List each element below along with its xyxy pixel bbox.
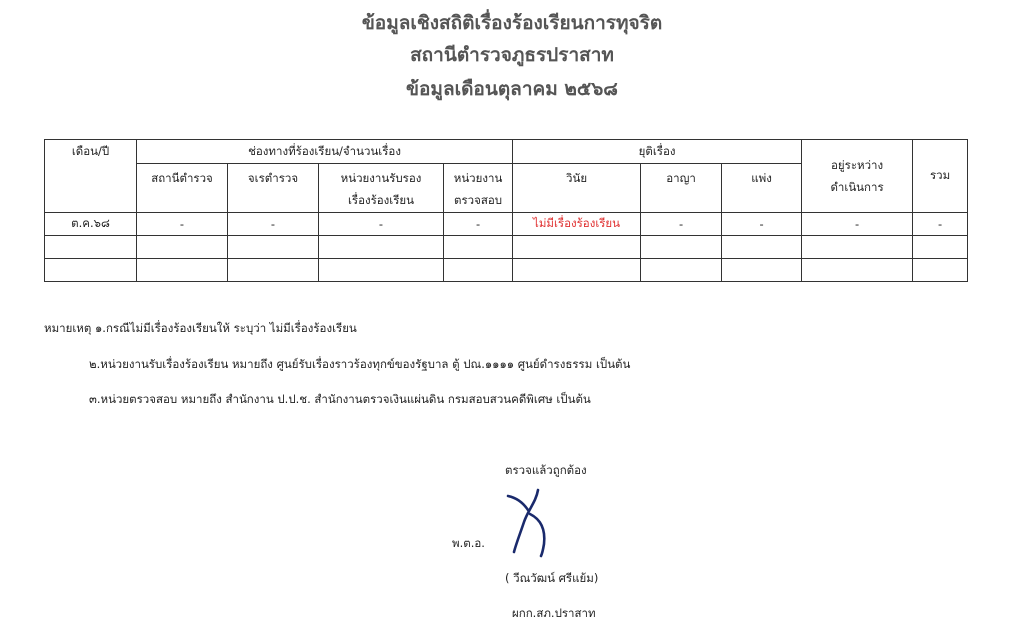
header-channel-station: สถานีตำรวจ bbox=[137, 164, 228, 213]
certification-text: ตรวจแล้วถูกต้อง bbox=[505, 463, 587, 477]
header-month: เดือน/ปี bbox=[45, 140, 137, 213]
header-channel-audit-agency: หน่วยงาน ตรวจสอบ bbox=[444, 164, 513, 213]
document-title: ข้อมูลเชิงสถิติเรื่องร้องเรียนการทุจริต bbox=[361, 12, 663, 34]
header-resolved-criminal: อาญา bbox=[641, 164, 722, 213]
cell-criminal: - bbox=[641, 213, 722, 236]
cell-discipline-status: ไม่มีเรื่องร้องเรียน bbox=[513, 213, 641, 236]
note-2: ๒.หน่วยงานรับเรื่องร้องเรียน หมายถึง ศูนย์รับเรื่องราวร้องทุกข์ของรัฐบาล ตู้ ปณ.๑๑๑๑ ศูนย์ดำรงธรรม เป็นต้น bbox=[89, 357, 631, 371]
cell-channel-inspector: - bbox=[228, 213, 319, 236]
header-resolved-discipline: วินัย bbox=[513, 164, 641, 213]
header-in-progress: อยู่ระหว่าง ดำเนินการ bbox=[802, 140, 913, 213]
signer-rank: พ.ต.อ. bbox=[452, 536, 485, 550]
note-3: ๓.หน่วยตรวจสอบ หมายถึง สำนักงาน ป.ป.ช. สำนักงานตรวจเงินแผ่นดิน กรมสอบสวนคดีพิเศษ เป็นต้น bbox=[89, 392, 591, 406]
header-channels-group: ช่องทางที่ร้องเรียน/จำนวนเรื่อง bbox=[137, 140, 513, 164]
note-1: หมายเหตุ ๑.กรณีไม่มีเรื่องร้องเรียนให้ ระบุว่า ไม่มีเรื่องร้องเรียน bbox=[44, 321, 357, 335]
cell-in-progress: - bbox=[802, 213, 913, 236]
table-row bbox=[45, 213, 968, 236]
cell-channel-audit-agency: - bbox=[444, 213, 513, 236]
cell-civil: - bbox=[722, 213, 802, 236]
header-resolved-group: ยุติเรื่อง bbox=[513, 140, 802, 164]
cell-channel-receiving-agency: - bbox=[319, 213, 444, 236]
station-name: สถานีตำรวจภูธรปราสาท bbox=[410, 44, 614, 66]
header-total: รวม bbox=[913, 140, 968, 213]
complaint-statistics-table bbox=[44, 139, 968, 282]
report-month: ข้อมูลเดือนตุลาคม ๒๕๖๘ bbox=[406, 78, 618, 100]
handwritten-signature bbox=[500, 488, 560, 558]
cell-month: ต.ค.๖๘ bbox=[45, 213, 137, 236]
cell-channel-station: - bbox=[137, 213, 228, 236]
table-row-empty bbox=[45, 259, 968, 282]
signer-name: ( วีณวัฒน์ ศรีแย้ม) bbox=[505, 571, 599, 585]
table-row-empty bbox=[45, 236, 968, 259]
header-resolved-civil: แพ่ง bbox=[722, 164, 802, 213]
header-channel-inspector: จเรตำรวจ bbox=[228, 164, 319, 213]
cell-total: - bbox=[913, 213, 968, 236]
signer-position: ผกก.สภ.ปราสาท bbox=[512, 606, 596, 620]
header-channel-receiving-agency: หน่วยงานรับรอง เรื่องร้องเรียน bbox=[319, 164, 444, 213]
